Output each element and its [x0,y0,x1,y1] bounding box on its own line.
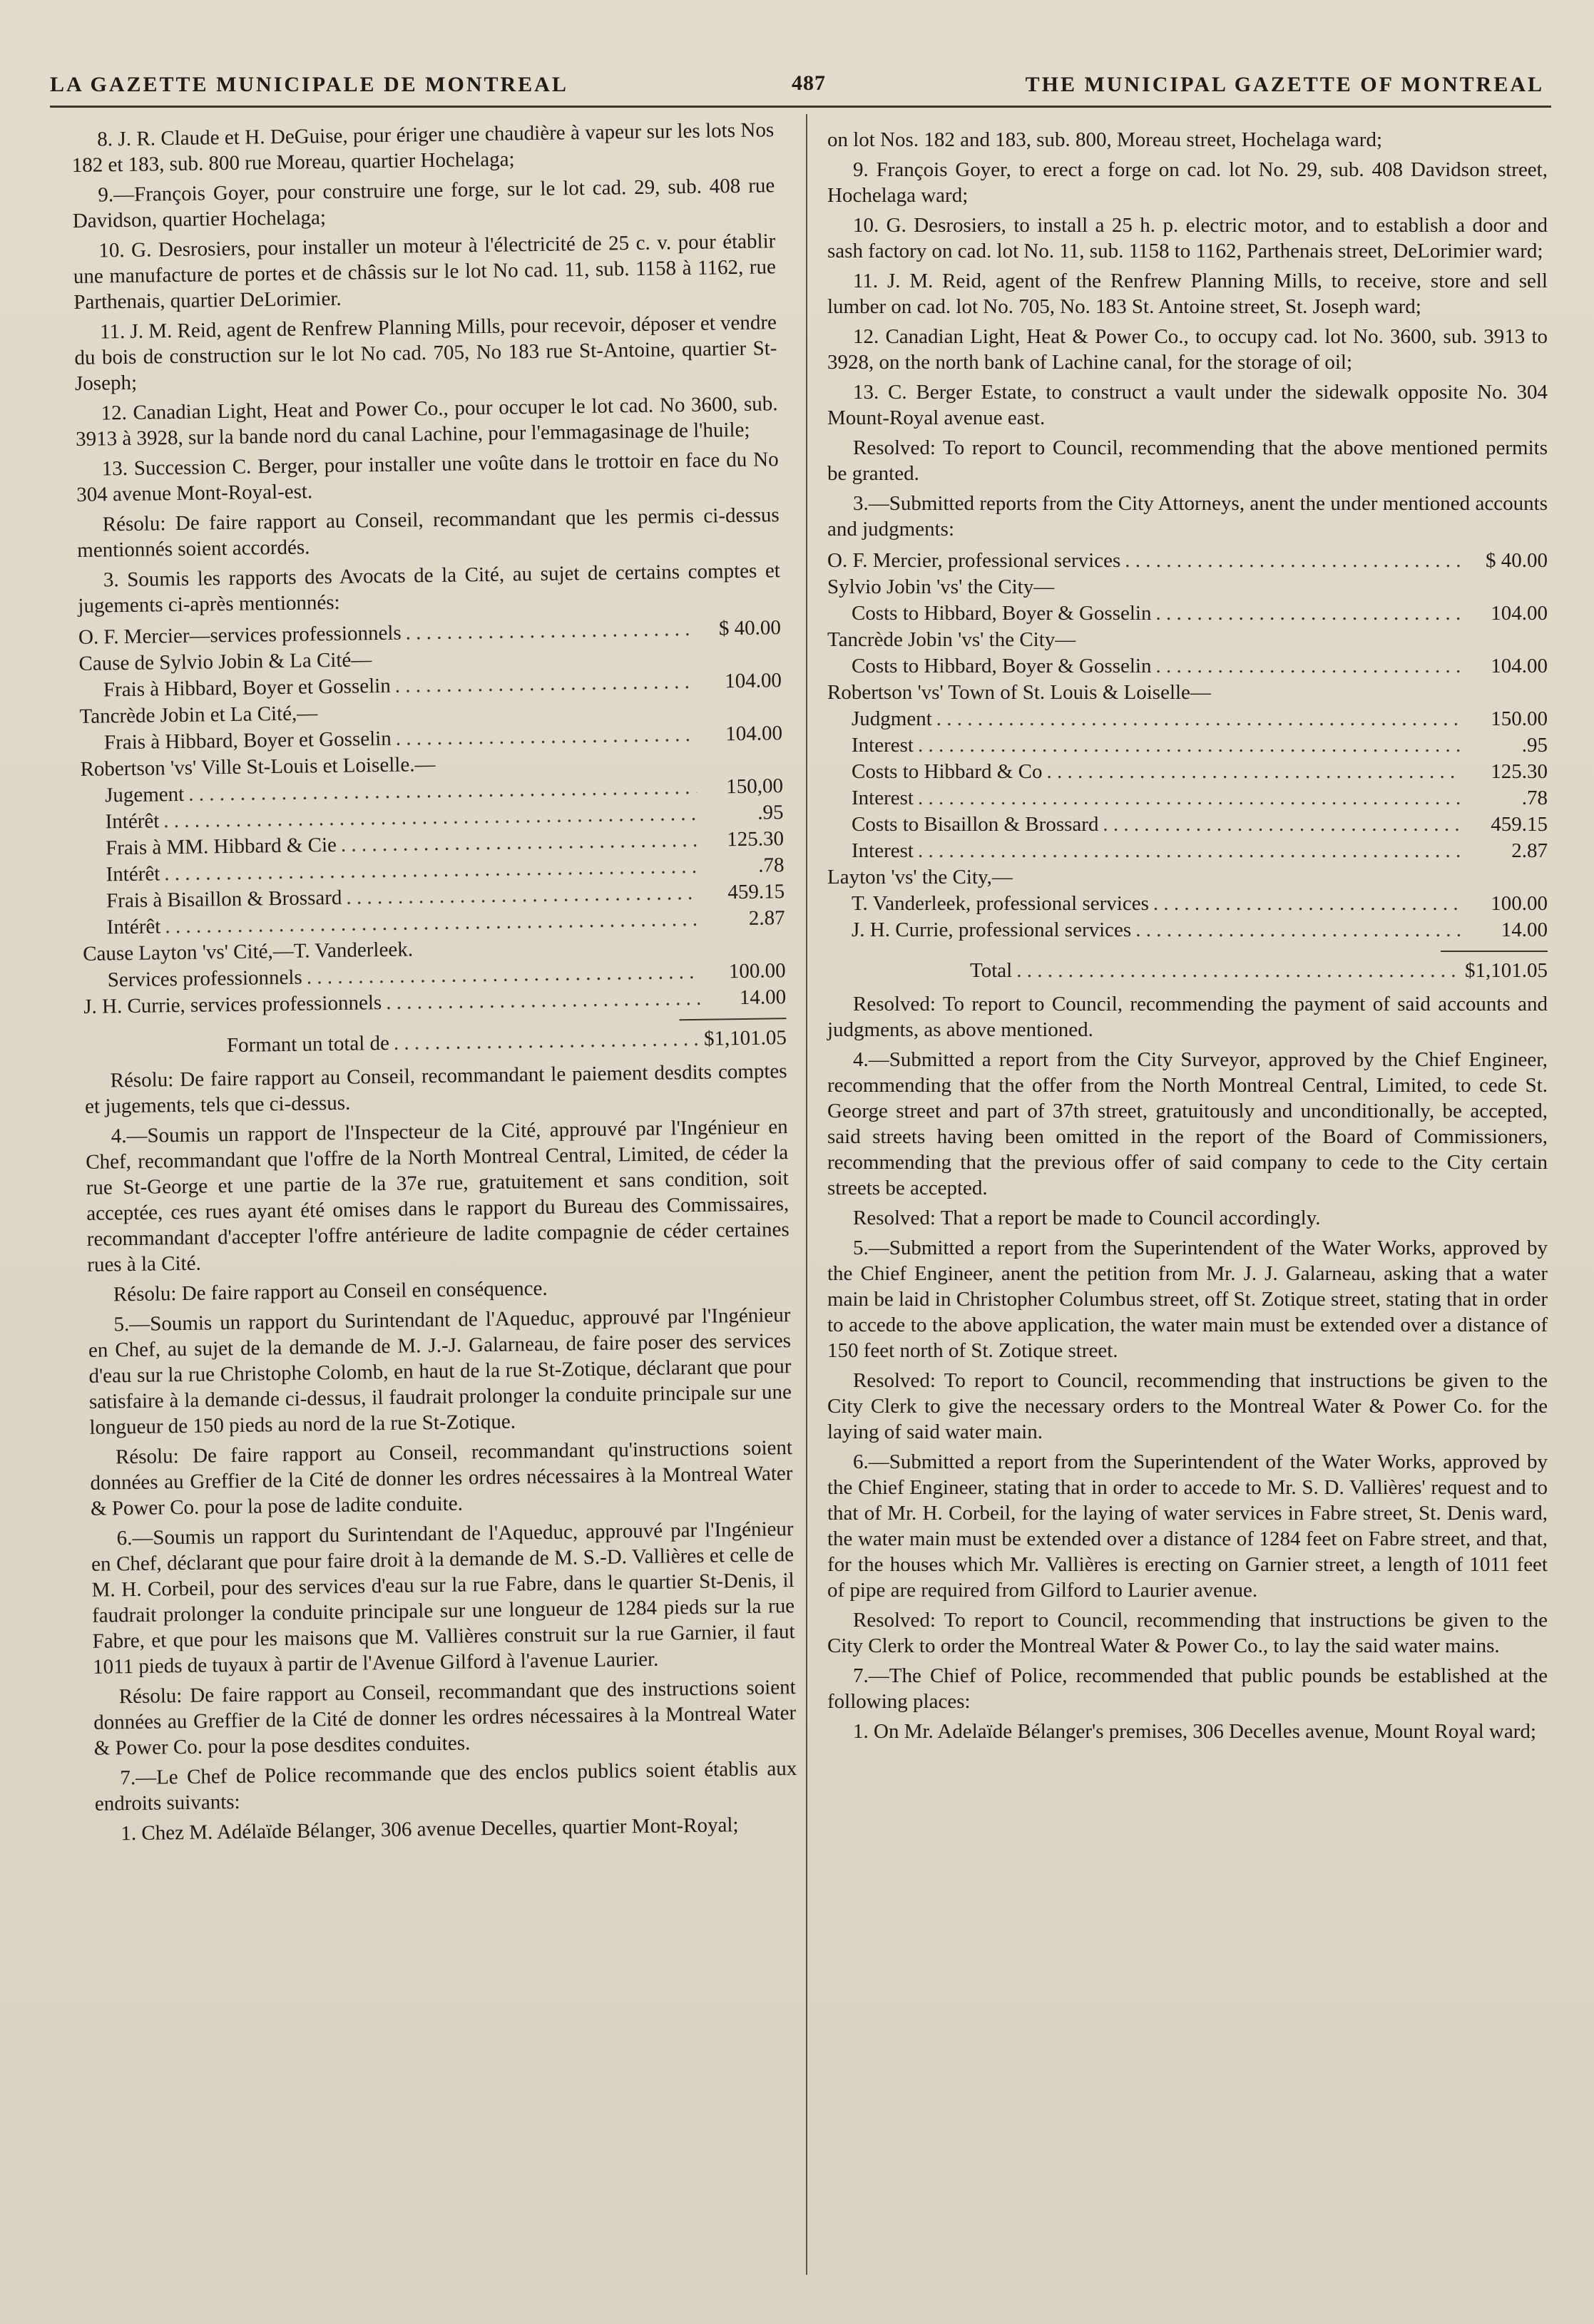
ledger-label: Costs to Hibbard, Boyer & Gosselin [852,602,1152,625]
ledger-label: Costs to Bisaillon & Brossard [852,813,1099,836]
paragraph: 7.—The Chief of Police, recommended that public pounds be established at the following places: [827,1664,1548,1713]
ledger-amount: 459.15 [1491,813,1548,836]
ledger-row [827,891,1548,917]
leader-dots [394,669,695,700]
ledger-label: O. F. Mercier, professional services [827,549,1121,572]
page-header [50,66,1544,108]
ledger-label: Interest [852,787,914,809]
english-total [827,958,1548,984]
leader-dots [1016,958,1461,984]
ledger-amount: $ 40.00 [1486,549,1548,572]
paragraph: 4.—Submitted a report from the City Surveyor, approved by the Chief Engineer, recommending that the offer from the North Montreal Central, Limited, to cede St. George street and part of 37th street, gratuitously and unconditionally, be accepted, said streets having been omitted in the report of the Board of Commissioners, recommending that the previous offer of said company to cede to the City certain streets be accepted. [827,1048,1548,1199]
header-french-title: LA GAZETTE MUNICIPALE DE MONTREAL [50,73,568,96]
ledger-label: Services professionnels [107,966,302,992]
leader-dots [1153,891,1461,917]
ledger-label: Costs to Hibbard & Co [852,760,1043,783]
french-total [84,1025,787,1061]
ledger-label: Costs to Hibbard, Boyer & Gosselin [852,655,1152,677]
leader-dots [1135,917,1461,943]
paragraph: 10. G. Desrosiers, to install a 25 h. p. electric motor, and to establish a door and sash factory on cad. lot No. 11, sub. 1158 to 1162, Parthenais street, DeLorimier ward; [827,214,1548,262]
ledger-label: Robertson 'vs' Ville St-Louis et Loiselle.— [80,752,436,781]
paragraph: 10. G. Desrosiers, pour installer un moteur à l'électricité de 25 c. v. pour établir une manufacture de portes et de châssis sur le lot No cad. 11, sub. 1158 à 1162, rue Parthenais, quartier DeLorimier. [73,230,777,314]
paragraph: 11. J. M. Reid, agent de Renfrew Planning Mills, pour recevoir, déposer et vendre du bois de construction sur le lot No cad. 705, No 183 rue St-Antoine, quartier St-Joseph; [74,311,777,395]
ledger-amount: .78 [1521,787,1548,809]
ledger-amount: 150,00 [726,774,784,799]
resolution: Resolved: To report to Council, recommending the payment of said accounts and judgments, as above mentioned. [827,993,1548,1041]
paragraph: 9.—François Goyer, pour construire une forge, sur le lot cad. 29, sub. 408 rue Davidson, quartier Hochelaga; [72,174,775,232]
ledger-row [827,548,1548,574]
ledger-label: Frais à Bisaillon & Brossard [106,886,342,913]
ledger-amount: 104.00 [1491,655,1548,677]
ledger-label: Judgment [852,707,932,730]
ledger-label: Intérêt [106,862,160,886]
ledger-amount: 2.87 [1511,839,1548,862]
ledger-row [827,917,1548,943]
total-label: Formant un total de [226,1031,390,1058]
ledger-label: Frais à Hibbard, Boyer et Gosselin [103,727,392,754]
leader-dots [1103,812,1461,838]
paragraph: 6.—Soumis un rapport du Surintendant de l'Aqueduc, approuvé par l'Ingénieur en Chef, déclarant que pour faire droit à la demande de M. S.-D. Vallières et celle de M. H. Corbeil, pour des services d'eau sur la rue Fabre, dans le quartier St-Denis, il faudrait prolonger la conduite principale sur une longueur de 1284 pieds sur la rue Fabre, et que pour les maisons que M. Vallières construit sur la rue Garnier, il faut 1011 pieds de tuyaux à partir de l'Avenue Gilford à l'avenue Laurier. [91,1517,795,1679]
ledger-label: J. H. Currie, services professionnels [83,991,382,1018]
ledger-row [827,864,1548,891]
french-column [71,117,798,1851]
leader-dots [936,706,1461,732]
ledger-row [827,785,1548,812]
ledger-amount: 459.15 [727,880,785,904]
ledger-row [827,732,1548,759]
english-column [827,127,1548,1749]
column-divider [806,114,807,2275]
ledger-amount: 150.00 [1491,707,1548,730]
ledger-amount: $ 40.00 [718,616,782,640]
ledger-label: O. F. Mercier—services professionnels [78,621,402,649]
resolution: Résolu: De faire rapport au Conseil, recommandant le paiement desdits comptes et jugements, tels que ci-dessus. [84,1060,787,1118]
ledger-amount: 14.00 [739,986,787,1010]
ledger-amount: .95 [1521,734,1548,757]
ledger-label: Tancrède Jobin et La Cité,— [79,702,318,728]
leader-dots [918,785,1461,812]
total-amount: $1,101.05 [703,1026,787,1050]
paragraph: 3.—Submitted reports from the City Attorneys, anent the under mentioned accounts and judgments: [827,492,1548,541]
ledger-label: Sylvio Jobin 'vs' the City— [827,575,1055,598]
ledger-label: Cause de Sylvio Jobin & La Cité— [78,648,372,675]
ledger-row [827,838,1548,864]
ledger-amount: 125.30 [727,827,785,851]
total-row [827,958,1548,984]
page-number: 487 [792,71,826,95]
total-label: Total [970,959,1013,982]
paragraph: 12. Canadian Light, Heat & Power Co., to occupy cad. lot No. 3600, sub. 3913 to 3928, on the north bank of Lachine canal, for the storage of oil; [827,325,1548,374]
leader-dots [1156,600,1462,627]
leader-dots [1156,653,1462,680]
total-rule [680,1018,787,1020]
ledger-label: Frais à Hibbard, Boyer et Gosselin [103,674,391,702]
leader-dots [1046,759,1461,785]
ledger-label: J. H. Currie, professional services [852,918,1132,941]
ledger-row [827,680,1548,706]
header-rule [50,106,1551,108]
ledger-row [827,759,1548,785]
ledger-label: Jugement [104,782,185,807]
leader-dots [405,616,695,647]
resolution: Résolu: De faire rapport au Conseil en conséquence. [113,1276,548,1306]
resolution: Résolu: De faire rapport au Conseil, recommandant qu'instructions soient données au Greffier de la Cité de donner les ordres nécessaires à la Montreal Water & Power Co. pour la pose de ladite conduite. [90,1436,793,1520]
ledger-label: Robertson 'vs' Town of St. Louis & Loiselle— [827,681,1211,704]
resolution: Resolved: To report to Council, recommending that instructions be given to the City Clerk to give the necessary orders to the Montreal Water & Power Co. for the laying of said water main. [827,1369,1548,1443]
ledger-amount: 14.00 [1501,918,1548,941]
paragraph: 4.—Soumis un rapport de l'Inspecteur de la Cité, approuvé par l'Ingénieur en Chef, recommandant que l'offre de la North Montreal Central, Limited, de céder la rue St-George et une partie de la 37e rue, gratuitement et sans condition, soit acceptée, ces rues ayant été omises dans le rapport du Bureau des Commissaires, recommandant d'accepter l'offre antérieure de ladite compagnie de céder certaines rues à la Cité. [86,1115,790,1276]
total-row [84,1025,787,1061]
ledger-row [827,812,1548,838]
paragraph: 8. J. R. Claude et H. DeGuise, pour ériger une chaudière à vapeur sur les lots Nos 182 et 183, sub. 800 rue Moreau, quartier Hochelaga; [71,118,775,177]
ledger-amount: .95 [757,801,784,824]
ledger-amount: .78 [758,854,785,877]
leader-dots [918,732,1461,759]
ledger-label: Interest [852,839,914,862]
paragraph: 5.—Soumis un rapport du Surintendant de l'Aqueduc, approuvé par l'Ingénieur en Chef, au sujet de la demande de M. J.-J. Galarneau, de faire poser des services d'eau sur la rue Christophe Colomb, en haut de la rue St-Zotique, déclarant que pour satisfaire à la demande ci-dessus, il faudrait prolonger la conduite principale sur une longueur de 150 pieds au nord de la rue St-Zotique. [88,1304,792,1439]
paragraph: 11. J. M. Reid, agent of the Renfrew Planning Mills, to receive, store and sell lumber on cad. lot No. 705, No. 183 St. Antoine street, St. Joseph ward; [827,270,1548,318]
ledger-amount: 104.00 [725,722,783,746]
ledger-row [827,600,1548,627]
ledger-amount: 104.00 [724,669,782,693]
paragraph: 9. François Goyer, to erect a forge on cad. lot No. 29, sub. 408 Davidson street, Hochelaga ward; [827,158,1548,207]
ledger-label: Intérêt [106,915,161,939]
ledger-row [827,706,1548,732]
paragraph: 6.—Submitted a report from the Superintendent of the Water Works, approved by the Chief Engineer, stating that in order to accede to Mr. S. D. Vallières' request and to that of Mr. H. Corbeil, for the laying of water services in Fabre street, St. Denis ward, the water main must be extended over a distance of 1284 feet on Fabre street, and that, for the houses which Mr. Vallières is erecting on Garnier street, a length of 1011 feet of pipe are required from Gilford to Laurier avenue. [827,1450,1548,1602]
ledger-row [827,653,1548,680]
ledger-row [827,627,1548,653]
resolution: Resolved: That a report be made to Council accordingly. [853,1207,1321,1229]
ledger-label: Interest [852,734,914,757]
list-item: 1. On Mr. Adelaïde Bélanger's premises, 306 Decelles avenue, Mount Royal ward; [853,1720,1536,1743]
paragraph: 12. Canadian Light, Heat and Power Co., pour occuper le lot cad. No 3600, sub. 3913 à 3928, sur la bande nord du canal Lachine, pour l'emmagasinage de l'huile; [75,392,778,451]
english-accounts-ledger [827,548,1548,943]
paragraph: 13. Succession C. Berger, pour installer une voûte dans le trottoir en face du No 304 avenue Mont-Royal-est. [76,448,779,506]
resolution: Resolved: To report to Council, recommending that instructions be given to the City Clerk to order the Montreal Water & Power Co., to lay the said water mains. [827,1609,1548,1657]
paragraph: 3. Soumis les rapports des Avocats de la Cité, au sujet de certains comptes et jugements ci-après mentionnés: [78,559,781,618]
ledger-amount: 100.00 [1491,892,1548,915]
ledger-amount: 100.00 [728,959,786,983]
leader-dots [395,722,696,752]
leader-dots [394,1026,700,1057]
ledger-label: Intérêt [105,809,160,834]
resolution: Résolu: De faire rapport au Conseil, recommandant que les permis ci-dessus mentionnés soient accordés. [77,503,780,562]
total-amount: $1,101.05 [1465,959,1548,982]
paragraph: on lot Nos. 182 and 183, sub. 800, Moreau street, Hochelaga ward; [827,128,1383,151]
paragraph: 5.—Submitted a report from the Superintendent of the Water Works, approved by the Chief Engineer, anent the petition from Mr. J. J. Galarneau, asking that a water main be laid in Christopher Columbus street, off St. Zotique street, stating that in order to accede to the above application, the water main must be extended over a distance of 150 feet north of St. Zotique street. [827,1237,1548,1362]
ledger-amount: 104.00 [1491,602,1548,625]
paragraph: 13. C. Berger Estate, to construct a vault under the sidewalk opposite No. 304 Mount-Royal avenue east. [827,381,1548,429]
leader-dots [386,986,700,1016]
paragraph: 7.—Le Chef de Police recommande que des enclos publics soient établis aux endroits suivants: [94,1757,797,1816]
header-english-title: THE MUNICIPAL GAZETTE OF MONTREAL [1025,73,1544,96]
resolution: Résolu: De faire rapport au Conseil, recommandant que des instructions soient données au Greffier de la Cité de donner les ordres nécessaires à la Montreal Water & Power Co. pour la pose desdites conduites. [93,1676,797,1760]
ledger-amount: 2.87 [748,906,785,930]
ledger-label: Cause Layton 'vs' Cité,—T. Vanderleek. [82,938,414,966]
ledger-label: T. Vanderleek, professional services [852,892,1149,915]
leader-dots [1125,548,1461,574]
ledger-amount: 125.30 [1491,760,1548,783]
resolution: Resolved: To report to Council, recommending that the above mentioned permits be granted. [827,436,1548,485]
ledger-label: Layton 'vs' the City,— [827,866,1013,889]
ledger-row [827,574,1548,600]
french-accounts-ledger [78,615,787,1020]
leader-dots [918,838,1461,864]
ledger-label: Frais à MM. Hibbard & Cie [105,833,337,860]
list-item: 1. Chez M. Adélaïde Bélanger, 306 avenue Decelles, quartier Mont-Royal; [121,1813,739,1846]
total-rule [1441,951,1548,952]
ledger-label: Tancrède Jobin 'vs' the City— [827,628,1076,651]
